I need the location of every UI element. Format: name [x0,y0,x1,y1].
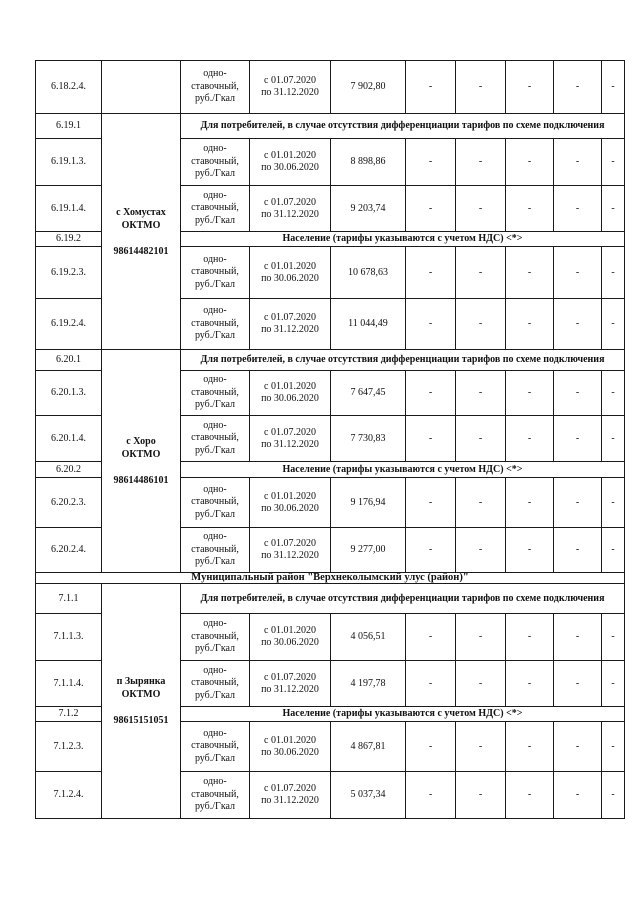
population-group-header: Население (тарифы указываются с учетом НДС) <*> [180,231,625,247]
row-code: 7.1.2 [35,706,102,722]
population-group-header: Население (тарифы указываются с учетом НДС) <*> [180,706,625,722]
period-cell: с 01.07.2020 по 31.12.2020 [249,60,331,114]
period-cell: с 01.07.2020 по 31.12.2020 [249,527,331,573]
period-cell: с 01.01.2020 по 30.06.2020 [249,246,331,299]
municipality-cell: с Хомустах ОКТМО 98614482101 [101,113,181,350]
unit-cell: одно- ставочный, руб./Гкал [180,370,250,416]
tariff-value: 7 730,83 [330,415,406,462]
unit-cell: одно- ставочный, руб./Гкал [180,185,250,232]
row-code: 6.19.1.3. [35,138,102,186]
row-code: 6.19.1 [35,113,102,139]
empty-dash-cell: - [455,415,506,462]
empty-dash-cell: - [405,527,456,573]
empty-dash-cell: - [455,298,506,350]
empty-dash-cell: - [553,298,602,350]
row-code: 7.1.2.4. [35,771,102,819]
empty-dash-cell: - [601,771,625,819]
tariff-value: 8 898,86 [330,138,406,186]
unit-cell: одно- ставочный, руб./Гкал [180,721,250,772]
empty-dash-cell: - [405,660,456,707]
empty-dash-cell: - [553,721,602,772]
tariff-value: 4 197,78 [330,660,406,707]
unit-cell: одно- ставочный, руб./Гкал [180,613,250,661]
district-title: Муниципальный район "Верхнеколымский улус (район)" [35,572,625,584]
empty-dash-cell: - [405,60,456,114]
row-code: 7.1.1.4. [35,660,102,707]
empty-dash-cell: - [405,721,456,772]
row-code: 6.20.1.4. [35,415,102,462]
row-code: 7.1.1.3. [35,613,102,661]
empty-dash-cell: - [455,185,506,232]
empty-dash-cell: - [553,660,602,707]
empty-dash-cell: - [505,721,554,772]
period-cell: с 01.07.2020 по 31.12.2020 [249,771,331,819]
empty-dash-cell: - [553,60,602,114]
unit-cell: одно- ставочный, руб./Гкал [180,246,250,299]
empty-dash-cell: - [553,185,602,232]
empty-dash-cell: - [601,527,625,573]
empty-dash-cell: - [601,660,625,707]
municipality-cell [101,60,181,114]
empty-dash-cell: - [601,415,625,462]
row-code: 7.1.2.3. [35,721,102,772]
row-code: 6.19.2 [35,231,102,247]
period-cell: с 01.01.2020 по 30.06.2020 [249,721,331,772]
consumer-group-header: Для потребителей, в случае отсутствия дифференциации тарифов по схеме подключения [180,113,625,139]
period-cell: с 01.01.2020 по 30.06.2020 [249,138,331,186]
empty-dash-cell: - [505,660,554,707]
unit-cell: одно- ставочный, руб./Гкал [180,771,250,819]
period-cell: с 01.07.2020 по 31.12.2020 [249,660,331,707]
empty-dash-cell: - [553,527,602,573]
period-cell: с 01.07.2020 по 31.12.2020 [249,415,331,462]
empty-dash-cell: - [405,415,456,462]
empty-dash-cell: - [455,138,506,186]
unit-cell: одно- ставочный, руб./Гкал [180,60,250,114]
unit-cell: одно- ставочный, руб./Гкал [180,415,250,462]
empty-dash-cell: - [405,138,456,186]
empty-dash-cell: - [601,613,625,661]
empty-dash-cell: - [553,370,602,416]
empty-dash-cell: - [405,477,456,528]
empty-dash-cell: - [405,370,456,416]
empty-dash-cell: - [455,721,506,772]
row-code: 6.20.2 [35,461,102,478]
empty-dash-cell: - [601,370,625,416]
unit-cell: одно- ставочный, руб./Гкал [180,660,250,707]
municipality-cell: с Хоро ОКТМО 98614486101 [101,349,181,573]
unit-cell: одно- ставочный, руб./Гкал [180,138,250,186]
consumer-group-header: Для потребителей, в случае отсутствия дифференциации тарифов по схеме подключения [180,583,625,614]
row-code: 6.20.1.3. [35,370,102,416]
tariff-value: 9 277,00 [330,527,406,573]
empty-dash-cell: - [505,370,554,416]
empty-dash-cell: - [405,298,456,350]
empty-dash-cell: - [505,771,554,819]
tariff-value: 9 203,74 [330,185,406,232]
empty-dash-cell: - [505,60,554,114]
empty-dash-cell: - [455,477,506,528]
empty-dash-cell: - [405,246,456,299]
empty-dash-cell: - [505,415,554,462]
unit-cell: одно- ставочный, руб./Гкал [180,527,250,573]
row-code: 6.20.2.3. [35,477,102,528]
empty-dash-cell: - [455,660,506,707]
tariff-value: 7 902,80 [330,60,406,114]
empty-dash-cell: - [455,527,506,573]
period-cell: с 01.07.2020 по 31.12.2020 [249,298,331,350]
tariff-value: 4 867,81 [330,721,406,772]
empty-dash-cell: - [505,138,554,186]
unit-cell: одно- ставочный, руб./Гкал [180,298,250,350]
empty-dash-cell: - [455,771,506,819]
row-code: 6.20.2.4. [35,527,102,573]
empty-dash-cell: - [601,185,625,232]
empty-dash-cell: - [553,415,602,462]
row-code: 6.20.1 [35,349,102,371]
consumer-group-header: Для потребителей, в случае отсутствия дифференциации тарифов по схеме подключения [180,349,625,371]
period-cell: с 01.01.2020 по 30.06.2020 [249,613,331,661]
municipality-cell: п Зырянка ОКТМО 98615151051 [101,583,181,819]
empty-dash-cell: - [455,246,506,299]
row-code: 6.18.2.4. [35,60,102,114]
row-code: 7.1.1 [35,583,102,614]
empty-dash-cell: - [553,771,602,819]
empty-dash-cell: - [601,477,625,528]
empty-dash-cell: - [405,613,456,661]
empty-dash-cell: - [505,613,554,661]
row-code: 6.19.1.4. [35,185,102,232]
empty-dash-cell: - [601,246,625,299]
empty-dash-cell: - [505,185,554,232]
empty-dash-cell: - [553,613,602,661]
empty-dash-cell: - [455,370,506,416]
empty-dash-cell: - [505,298,554,350]
empty-dash-cell: - [601,138,625,186]
empty-dash-cell: - [553,477,602,528]
empty-dash-cell: - [405,771,456,819]
period-cell: с 01.01.2020 по 30.06.2020 [249,477,331,528]
tariff-value: 10 678,63 [330,246,406,299]
tariff-value: 5 037,34 [330,771,406,819]
empty-dash-cell: - [505,527,554,573]
unit-cell: одно- ставочный, руб./Гкал [180,477,250,528]
period-cell: с 01.07.2020 по 31.12.2020 [249,185,331,232]
tariff-value: 7 647,45 [330,370,406,416]
empty-dash-cell: - [553,246,602,299]
empty-dash-cell: - [405,185,456,232]
tariff-table [35,60,624,818]
empty-dash-cell: - [601,298,625,350]
empty-dash-cell: - [455,613,506,661]
empty-dash-cell: - [553,138,602,186]
row-code: 6.19.2.3. [35,246,102,299]
empty-dash-cell: - [505,477,554,528]
empty-dash-cell: - [601,60,625,114]
period-cell: с 01.01.2020 по 30.06.2020 [249,370,331,416]
tariff-value: 11 044,49 [330,298,406,350]
row-code: 6.19.2.4. [35,298,102,350]
empty-dash-cell: - [455,60,506,114]
empty-dash-cell: - [601,721,625,772]
tariff-value: 4 056,51 [330,613,406,661]
tariff-value: 9 176,94 [330,477,406,528]
population-group-header: Население (тарифы указываются с учетом НДС) <*> [180,461,625,478]
empty-dash-cell: - [505,246,554,299]
